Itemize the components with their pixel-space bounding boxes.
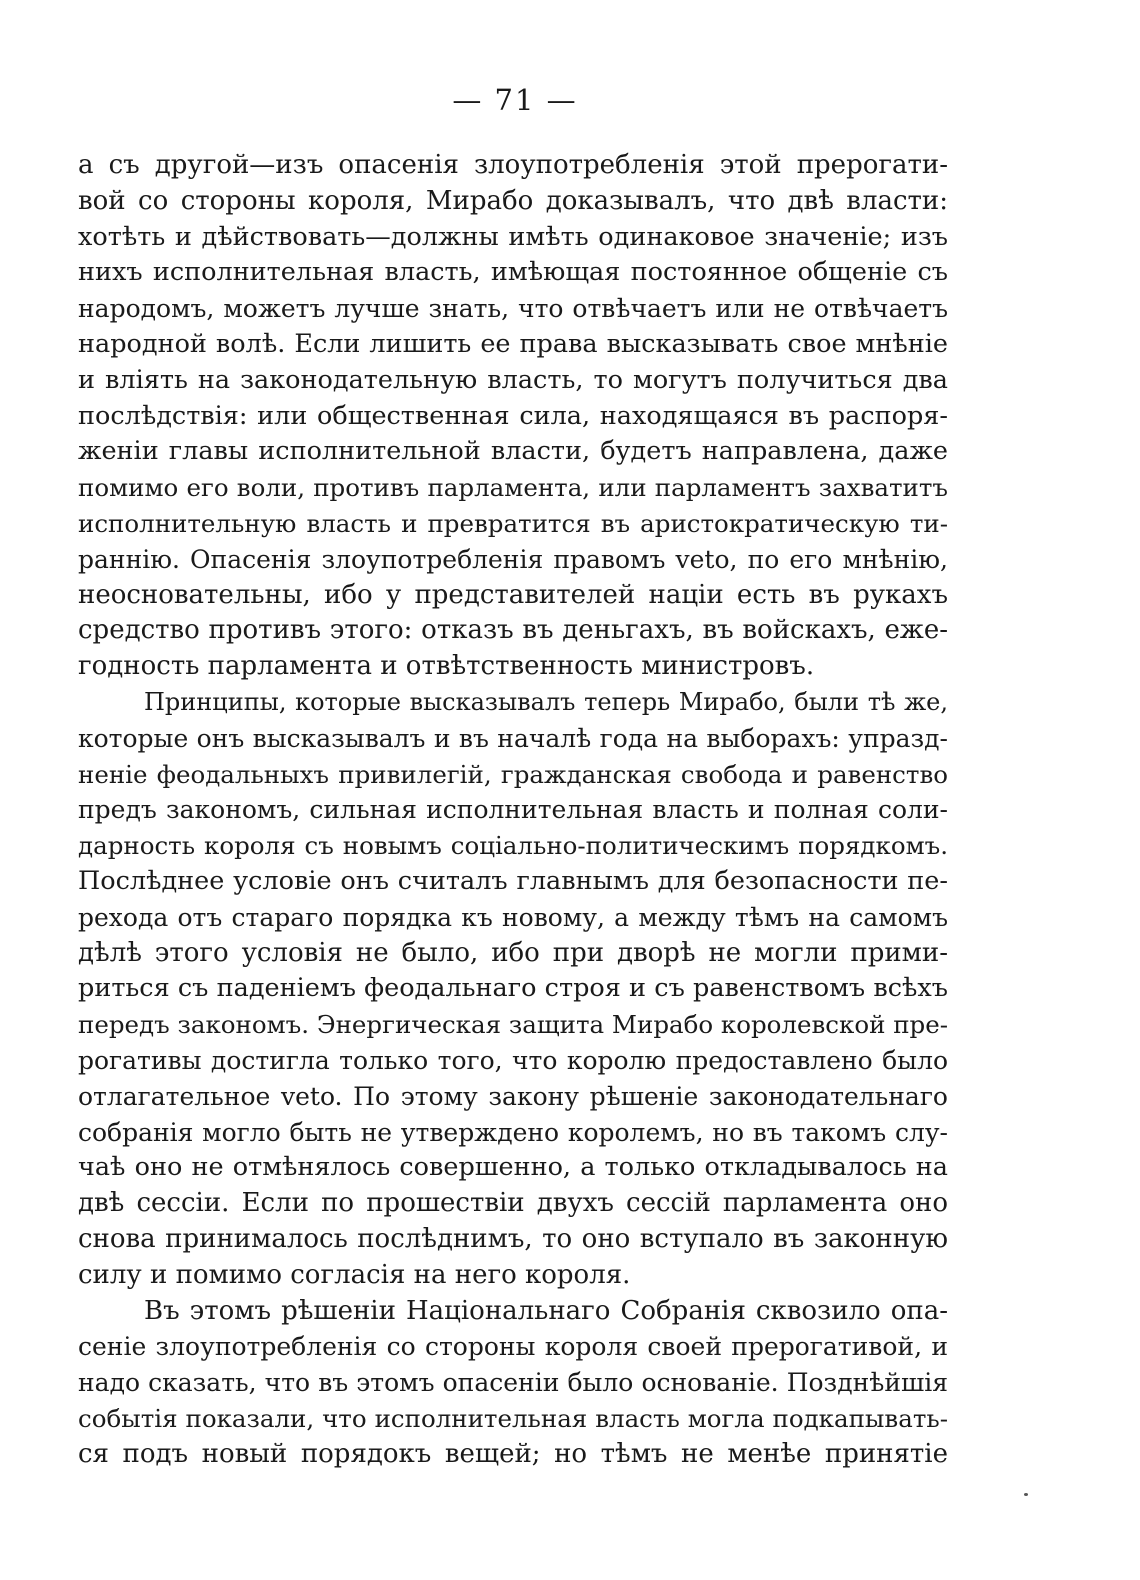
text-line: Въ этомъ рѣшеніи Національнаго Собранія сквозило опа- xyxy=(144,1295,948,1326)
paragraph xyxy=(78,1294,948,1473)
text-line: послѣдствія: или общественная сила, находящаяся въ распоря- xyxy=(78,400,948,431)
page-number: — 71 — xyxy=(452,83,578,117)
text-line: собранія могло быть не утверждено королемъ, но въ такомъ слу- xyxy=(78,1117,948,1147)
text-line: и влiять на законодательную власть, то могутъ получиться два xyxy=(78,364,948,395)
text-line: исполнительную власть и превратится въ аристократическую ти- xyxy=(78,508,948,538)
text-line: силу и помимо согласія на него короля. xyxy=(78,1259,631,1290)
text-line: передъ закономъ. Энергическая защита Мирабо королевской пре- xyxy=(78,1010,948,1040)
text-line: раннію. Опасенія злоупотребленія правомъ veto, по его мнѣнію, xyxy=(78,544,948,574)
text-line: средство противъ этого: отказъ въ деньгахъ, въ войскахъ, еже- xyxy=(78,615,948,646)
paragraph xyxy=(78,685,948,1294)
text-line: вой со стороны короля, Мирабо доказывалъ, что двѣ власти: xyxy=(78,185,948,216)
text-line: ся подъ новый порядокъ вещей; но тѣмъ не менѣе принятіе xyxy=(78,1438,948,1469)
text-line: нихъ исполнительная власть, имѣющая постоянное общеніе съ xyxy=(78,257,948,288)
text-line: чаѣ оно не отмѣнялось совершенно, а только откладывалось на xyxy=(78,1152,948,1183)
print-speck xyxy=(1024,1493,1028,1496)
text-line: которые онъ высказывалъ и въ началѣ года на выборахъ: упразд- xyxy=(78,723,948,753)
text-line: помимо его воли, противъ парламента, или парламентъ захватитъ xyxy=(78,473,948,503)
text-line: Принципы, которые высказывалъ теперь Мирабо, были тѣ же, xyxy=(144,687,948,716)
text-line: рехода отъ стараго порядка къ новому, а между тѣмъ на самомъ xyxy=(78,902,948,932)
text-line: предъ закономъ, сильная исполнительная власть и полная соли- xyxy=(78,795,948,825)
text-line: народомъ, можетъ лучше знать, что отвѣчаетъ или не отвѣчаетъ xyxy=(78,294,948,324)
text-line: отлагательное veto. По этому закону рѣшеніе законодательнаго xyxy=(78,1081,948,1111)
text-line: сеніе злоупотребленія со стороны короля своей прерогативой, и xyxy=(78,1332,948,1362)
text-line: неосновательны, ибо у представителей націи есть въ рукахъ xyxy=(78,579,948,610)
text-line: хотѣть и дѣйствовать—должны имѣть одинаковое значеніе; изъ xyxy=(78,221,948,252)
text-line: Послѣднее условіе онъ считалъ главнымъ для безопасности пе- xyxy=(78,865,948,896)
text-line: риться съ паденіемъ феодальнаго строя и съ равенствомъ всѣхъ xyxy=(78,973,948,1004)
text-line: надо сказать, что въ этомъ опасеніи было основаніе. Позднѣйшія xyxy=(78,1368,948,1398)
text-line: годность парламента и отвѣтственность министровъ. xyxy=(78,651,815,682)
body-text xyxy=(78,148,948,1472)
text-line: снова принималось послѣднимъ, то оно вступало въ законную xyxy=(78,1223,948,1254)
text-line: рогативы достигла только того, что королю предоставлено было xyxy=(78,1045,948,1075)
paragraph xyxy=(78,148,948,685)
text-line: дѣлѣ этого условія не было, ибо при дворѣ не могли прими- xyxy=(78,937,948,968)
text-line: событія показали, что исполнительная власть могла подкапывать- xyxy=(78,1403,948,1433)
text-line: неніе феодальныхъ привилегій, гражданская свобода и равенство xyxy=(78,759,948,789)
text-line: дарность короля съ новымъ соціально-политическимъ порядкомъ. xyxy=(78,831,948,861)
text-line: двѣ сессіи. Если по прошествіи двухъ сессій парламента оно xyxy=(78,1188,948,1219)
text-line: женіи главы исполнительной власти, будетъ направлена, даже xyxy=(78,436,948,467)
text-line: а съ другой—изъ опасенія злоупотребленія этой прерогати- xyxy=(78,150,948,180)
text-line: народной волѣ. Если лишить ее права высказывать свое мнѣніе xyxy=(78,328,948,359)
